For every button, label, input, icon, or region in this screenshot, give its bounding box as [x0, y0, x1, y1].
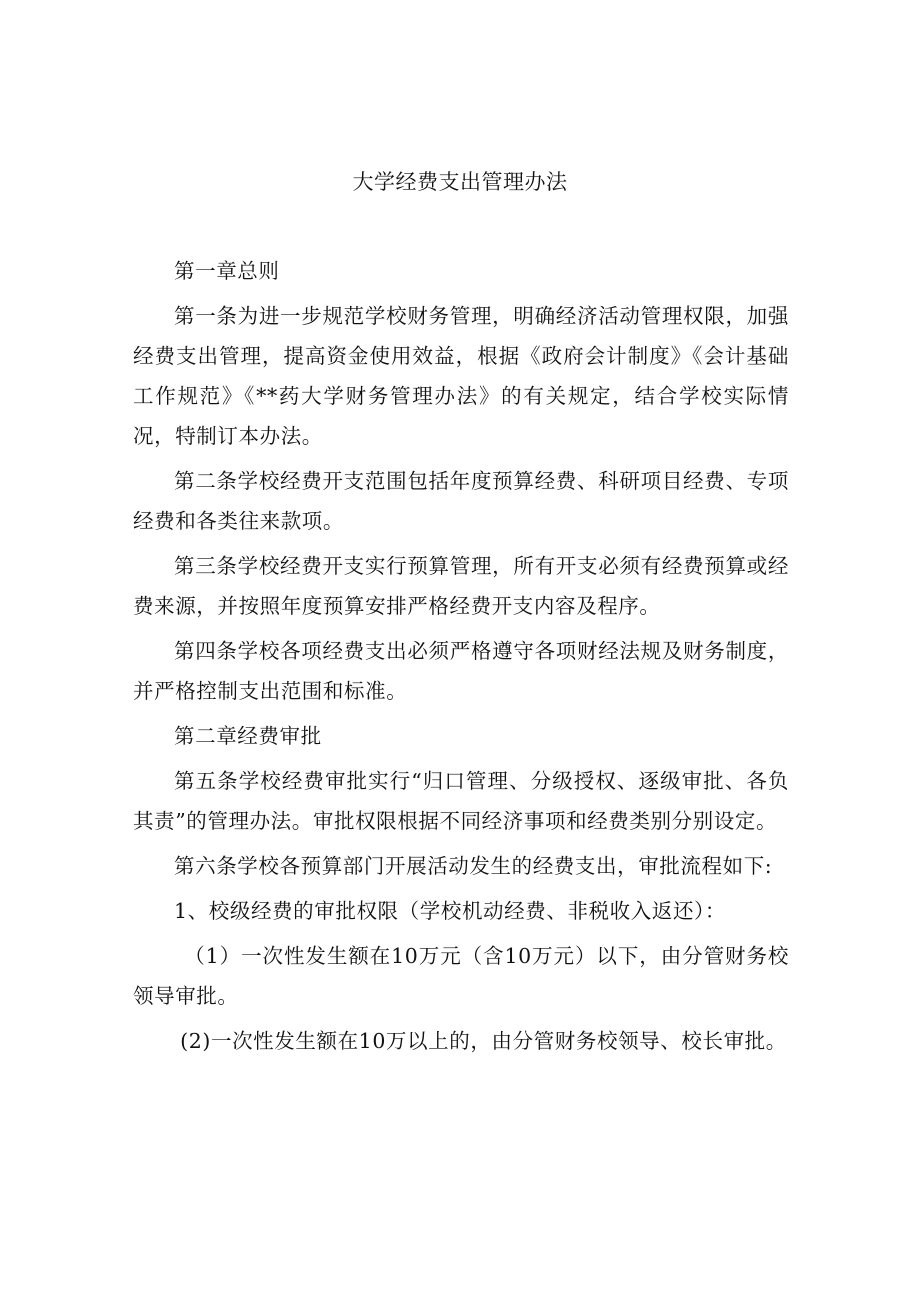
chapter-heading: 第二章经费审批: [174, 724, 322, 748]
list-subparagraph: (2)一次性发生额在10万以上的，由分管财务校领导、校长审批。: [180, 1029, 787, 1053]
list-paragraph: 1、校级经费的审批权限（学校机动经费、非税收入返还）：: [174, 899, 726, 923]
article-paragraph: 第二条学校经费开支范围包括年度预算经费、科研项目经费、专项经费和各类往来款项。: [133, 469, 789, 533]
article-paragraph: 第六条学校各预算部门开展活动发生的经费支出，审批流程如下:: [174, 854, 773, 878]
article-paragraph: 第四条学校各项经费支出必须严格遵守各项财经法规及财务制度，并严格控制支出范围和标准。: [133, 639, 789, 703]
document-title: 大学经费支出管理办法: [352, 170, 568, 194]
list-subparagraph: （1）一次性发生额在10万元（含10万元）以下，由分管财务校领导审批。: [133, 944, 789, 1008]
document-body: [133, 251, 789, 1066]
article-paragraph: 第三条学校经费开支实行预算管理，所有开支必须有经费预算或经费来源，并按照年度预算安排严格经费开支内容及程序。: [133, 554, 789, 618]
article-paragraph: 第一条为进一步规范学校财务管理，明确经济活动管理权限，加强经费支出管理，提高资金使用效益，根据《政府会计制度》《会计基础工作规范》《**药大学财务管理办法》的有关规定，结合学校实际情况，特制订本办法。: [133, 304, 789, 448]
chapter-heading: 第一章总则: [174, 259, 280, 283]
article-paragraph: 第五条学校经费审批实行“归口管理、分级授权、逐级审批、各负其责”的管理办法。审批权限根据不同经济事项和经费类别分别设定。: [133, 769, 789, 833]
